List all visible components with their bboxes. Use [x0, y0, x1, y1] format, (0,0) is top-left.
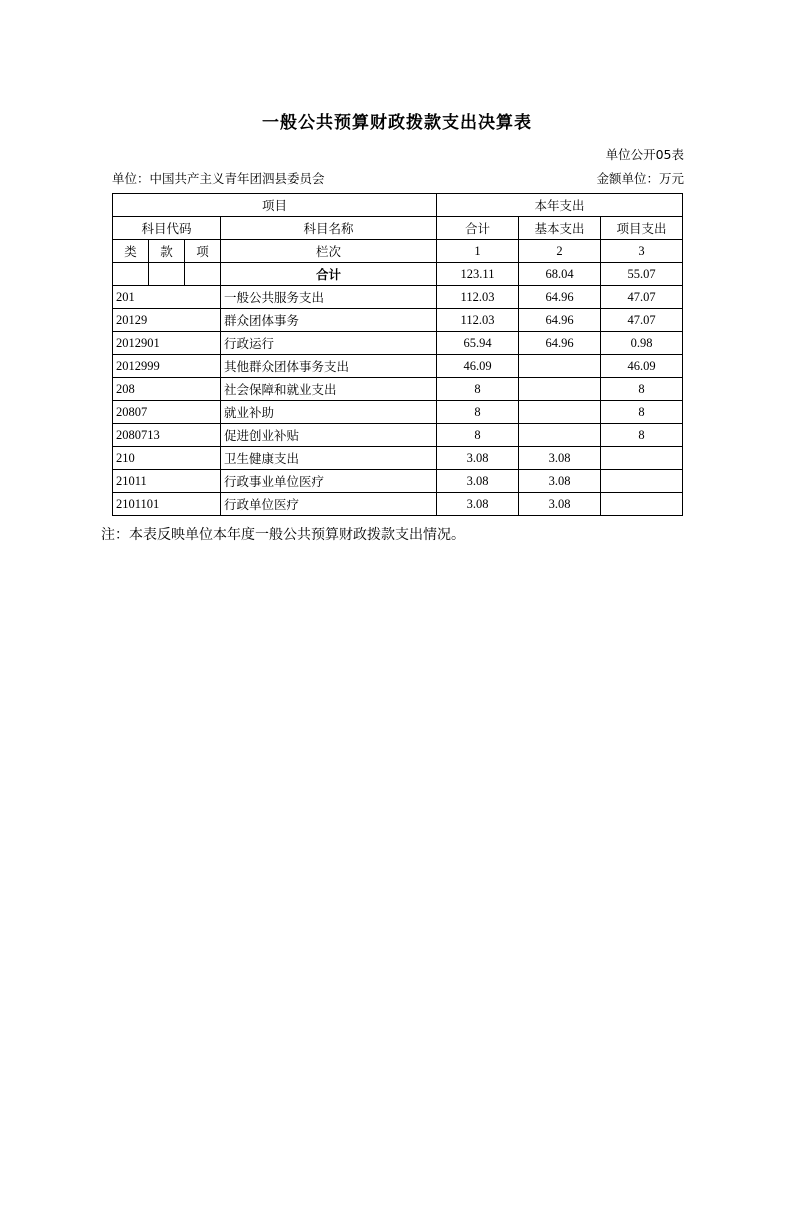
- header-subject-code: 科目代码: [113, 217, 221, 240]
- total-row-project: 55.07: [601, 263, 683, 286]
- table-header-row-1: [113, 194, 683, 217]
- form-number: 单位公开05表: [605, 147, 684, 162]
- row-total: 8: [437, 424, 519, 447]
- row-basic: [519, 378, 601, 401]
- row-name: 就业补助: [221, 401, 437, 424]
- row-basic: 64.96: [519, 332, 601, 355]
- row-code: 20129: [113, 309, 221, 332]
- row-basic: 3.08: [519, 493, 601, 516]
- row-name: 行政事业单位医疗: [221, 470, 437, 493]
- total-row-label: 合计: [221, 263, 437, 286]
- document-page: [0, 108, 794, 1230]
- table-row: [113, 424, 683, 447]
- table-row: [113, 447, 683, 470]
- row-project: 8: [601, 401, 683, 424]
- header-basic-expense: 基本支出: [519, 217, 601, 240]
- budget-table: [112, 193, 683, 516]
- row-project: 8: [601, 378, 683, 401]
- row-code: 201: [113, 286, 221, 309]
- row-code: 2012999: [113, 355, 221, 378]
- unit-label: 单位：中国共产主义青年团泗县委员会: [112, 171, 325, 186]
- header-col3: 3: [601, 240, 683, 263]
- row-code: 20807: [113, 401, 221, 424]
- total-row-class-cell: [113, 263, 149, 286]
- row-project: [601, 447, 683, 470]
- row-project: 0.98: [601, 332, 683, 355]
- row-name: 卫生健康支出: [221, 447, 437, 470]
- total-row-total: 123.11: [437, 263, 519, 286]
- row-project: 47.07: [601, 309, 683, 332]
- table-row: [113, 332, 683, 355]
- row-code: 208: [113, 378, 221, 401]
- row-name: 促进创业补贴: [221, 424, 437, 447]
- row-basic: [519, 401, 601, 424]
- row-name: 行政单位医疗: [221, 493, 437, 516]
- row-project: [601, 470, 683, 493]
- header-item: 项: [185, 240, 221, 263]
- table-total-row: [113, 263, 683, 286]
- row-code: 2080713: [113, 424, 221, 447]
- table-row: [113, 493, 683, 516]
- row-name: 行政运行: [221, 332, 437, 355]
- row-name: 群众团体事务: [221, 309, 437, 332]
- table-row: [113, 401, 683, 424]
- row-basic: [519, 355, 601, 378]
- total-row-section-cell: [149, 263, 185, 286]
- table-header-row-2: [113, 217, 683, 240]
- row-code: 210: [113, 447, 221, 470]
- row-total: 8: [437, 378, 519, 401]
- row-total: 3.08: [437, 493, 519, 516]
- header-section: 款: [149, 240, 185, 263]
- row-name: 其他群众团体事务支出: [221, 355, 437, 378]
- row-total: 112.03: [437, 309, 519, 332]
- row-code: 2101101: [113, 493, 221, 516]
- header-column-label: 栏次: [221, 240, 437, 263]
- meta-row: [0, 169, 794, 187]
- page-title: 一般公共预算财政拨款支出决算表: [262, 113, 532, 133]
- row-basic: 64.96: [519, 286, 601, 309]
- header-total: 合计: [437, 217, 519, 240]
- table-row: [113, 355, 683, 378]
- amount-unit-label: 金额单位：万元: [596, 171, 684, 186]
- row-code: 21011: [113, 470, 221, 493]
- row-name: 社会保障和就业支出: [221, 378, 437, 401]
- header-subject-name: 科目名称: [221, 217, 437, 240]
- row-code: 2012901: [113, 332, 221, 355]
- header-class: 类: [113, 240, 149, 263]
- row-total: 46.09: [437, 355, 519, 378]
- table-header-row-3: [113, 240, 683, 263]
- row-name: 一般公共服务支出: [221, 286, 437, 309]
- row-project: 47.07: [601, 286, 683, 309]
- header-col2: 2: [519, 240, 601, 263]
- row-basic: [519, 424, 601, 447]
- row-total: 3.08: [437, 470, 519, 493]
- row-basic: 3.08: [519, 447, 601, 470]
- row-total: 112.03: [437, 286, 519, 309]
- total-row-item-cell: [185, 263, 221, 286]
- row-basic: 64.96: [519, 309, 601, 332]
- row-project: 8: [601, 424, 683, 447]
- budget-table-wrap: [112, 193, 682, 516]
- row-total: 8: [437, 401, 519, 424]
- row-total: 3.08: [437, 447, 519, 470]
- table-row: [113, 378, 683, 401]
- header-project-group: 项目: [113, 194, 437, 217]
- table-row: [113, 470, 683, 493]
- row-basic: 3.08: [519, 470, 601, 493]
- header-project-expense: 项目支出: [601, 217, 683, 240]
- table-note-text: 注：本表反映单位本年度一般公共预算财政拨款支出情况。: [101, 527, 465, 543]
- table-row: [113, 309, 683, 332]
- header-year-expense-group: 本年支出: [437, 194, 683, 217]
- row-project: 46.09: [601, 355, 683, 378]
- row-total: 65.94: [437, 332, 519, 355]
- table-note: [97, 524, 697, 544]
- total-row-basic: 68.04: [519, 263, 601, 286]
- header-col1: 1: [437, 240, 519, 263]
- table-row: [113, 286, 683, 309]
- row-project: [601, 493, 683, 516]
